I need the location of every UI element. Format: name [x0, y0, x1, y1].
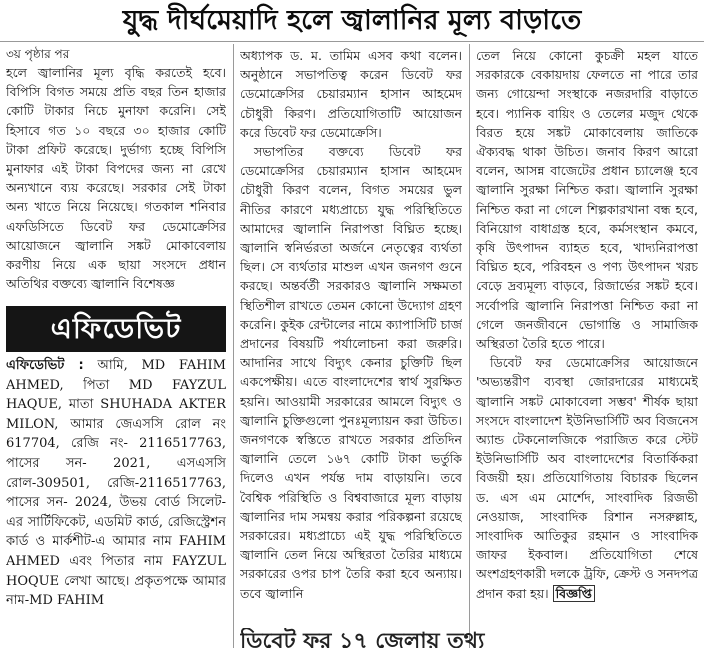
article-paragraph-3b — [476, 353, 698, 603]
affidavit-notice — [6, 356, 226, 648]
article-paragraph-2a: অধ্যাপক ড. ম. তামিম এসব কথা বলেন। অনুষ্ঠানে সভাপতিত্ব করেন ডিবেট ফর ডেমোক্রেসির চেয়ারম্যান হাসান আহমেদ চৌধুরী কিরণ। প্রতিযোগিতাটি আয়োজন করে ডিবেট ফর ডেমোক্রেসি। — [240, 48, 462, 140]
article-paragraph-2b: সভাপতির বক্তব্যে ডিবেট ফর ডেমোক্রেসির চেয়ারম্যান হাসান আহমেদ চৌধুরী কিরণ বলেন, বিগত সময়ের ভুল নীতির কারণে মধ্যপ্রাচ্যে যুদ্ধ পরিস্থিতিতে আমাদের জ্বালানি নিরাপত্তা বিঘ্নিত হচ্ছে। জ্বালানি স্বনির্ভরতা অর্জনে নেতৃত্বের ব্যর্থতা ছিল। সে ব্যর্থতার মাশুল এখন জনগণ গুনে করছে। অন্তর্বর্তী সরকারও জ্বালানি সক্ষমতা স্থিতিশীল রাখতে তেমন কোনো উদ্যোগ গ্রহণ করেনি। কুইক রেন্টালের নামে ক্যাপাসিটি চার্জ প্রদানের বিষয়টি পর্যালোচনা করা জরুরি। আদানির সাথে বিদ্যুৎ কেনার চুক্তিটি ছিল একপেক্ষীয়। এতে বাংলাদেশের স্বার্থ সুরক্ষিত হয়নি। আওয়ামী সরকারের আমলে বিদ্যুৎ ও জ্বালানি চুক্তিগুলো পুনঃমূল্যায়ন করা উচিত। জনগণকে স্বস্তিতে রাখতে সরকার প্রতিদিন জ্বালানি তেলে ১৬৭ কোটি টাকা ভর্তুকি দিলেও এখন পর্যন্ত দাম বাড়ায়নি। তবে বৈশ্বিক পরিস্থিতি ও বিশ্ববাজারে মূল্য বাড়ায় জ্বালানির দাম সমন্বয় করার পরিকল্পনা রয়েছে সরকারের। মধ্যপ্রাচ্যে এই যুদ্ধ পরিস্থিতিতে জ্বালানি তেল নিয়ে অস্থিরতা তৈরির মাধ্যমে সরকারের ওপর চাপ তৈরি করা হবে অন্যায়। তবে জ্বালানি — [240, 144, 462, 601]
article-column-3 — [476, 46, 698, 648]
article-column-1 — [6, 46, 226, 346]
article-paragraph-3a: তেল নিয়ে কোনো কুচক্রী মহল যাতে সরকারকে বেকায়দায় ফেলতে না পারে তার জন্য গোয়েন্দা সংস্থাকে নজরদারি বাড়াতে হবে। প্যানিক বায়িং ও তেলের মজুদ থেকে বিরত হয়ে সঙ্কট মোকাবেলায় জাতিকে ঐক্যবদ্ধ থাকা উচিত। জনাব কিরণ আরো বলেন, আসন্ন বাজেটের প্রধান চ্যালেঞ্জ হবে জ্বালানি সুরক্ষা নিশ্চিত করা। জ্বালানি সুরক্ষা নিশ্চিত করা না গেলে শিল্পকারখানা বন্ধ হবে, বিনিয়োগ বাধাগ্রস্ত হবে, কর্মসংস্থান কমবে, কৃষি উৎপাদন ব্যাহত হবে, খাদ্যনিরাপত্তা বিঘ্নিত হবে, পরিবহন ও পণ্য উৎপাদন খরচ বেড়ে দ্রব্যমূল্য বাড়বে, রিজার্ভের সঙ্কট হবে। সর্বোপরি জ্বালানি নিরাপত্তা নিশ্চিত করা না গেলে জনজীবনে ভোগান্তি ও সামাজিক অস্থিরতা তৈরি হতে পারে। — [476, 48, 698, 352]
article-text-1: হলে জ্বালানির মূল্য বৃদ্ধি করতেই হবে। বিপিসি বিগত সময়ে প্রতি বছর তিন হাজার কোটি টাকার নিচে মুনাফা করেনি। সেই হিসাবে গত ১০ বছরে ৩০ হাজার কোটি টাকা প্রফিট করেছে। দুর্ভাগ্য হচ্ছে বিপিসি মুনাফার এই টাকা বিপদের জন্য না রেখে অন্যখানে ব্যয় করেছে। সরকার সেই টাকা অন্য খাতে নিয়ে নিয়েছে। গতকাল শনিবার এফডিসিতে ডিবেট ফর ডেমোক্রেসির আয়োজনে জ্বালানি সঙ্কট মোকাবেলায় করণীয় নিয়ে এক ছায়া সংসদে প্রধান অতিথির বক্তব্যে জ্বালানি বিশেষজ্ঞ — [6, 65, 226, 292]
continuation-note: ৩য় পৃষ্ঠার পর — [6, 47, 70, 61]
next-headline-teaser: ডিবেট ফর ১৭ জেলায় তথ্য — [240, 629, 485, 648]
signoff-badge: বিজ্ঞপ্তি — [553, 585, 595, 602]
article-column-2 — [240, 46, 462, 648]
affidavit-banner: এফিডেভিট — [6, 306, 226, 352]
column-rule-2 — [469, 44, 470, 648]
article-paragraph-3b-text: ডিবেট ফর ডেমোক্রেসির আয়োজনে 'অভ্যন্তরীণ ব্যবস্থা জোরদারের মাধ্যমেই জ্বালানি সঙ্কট মোকাবেলা সম্ভব' শীর্ষক ছায়া সংসদে বাংলাদেশ ইউনিভার্সিটি অব বিজনেস অ্যান্ড টেকনোলজিকে পরাজিত করে স্টেট ইউনিভার্সিটি অব বাংলাদেশের বিতার্কিকরা বিজয়ী হয়। প্রতিযোগিতায় বিচারক ছিলেন ড. এস এম মোর্শেদ, সাংবাদিক রিজভী নেওয়াজ, সাংবাদিক রিশান নসরুল্লাহ, সাংবাদিক আতিকুর রহমান ও সাংবাদিক জাফর ইকবাল। প্রতিযোগিতা শেষে অংশগ্রহণকারী দলকে ট্রফি, ক্রেস্ট ও সনদপত্র প্রদান করা হয়। — [476, 355, 698, 601]
headline: যুদ্ধ দীর্ঘমেয়াদি হলে জ্বালানির মূল্য বাড়াতে — [0, 0, 704, 42]
affidavit-label: এফিডেভিট : — [6, 358, 84, 373]
column-rule-1 — [233, 44, 234, 648]
affidavit-text: আমি, MD FAHIM AHMED, পিতা MD FAYZUL HAQUE, মাতা SHUHADA AKTER MILON, আমার জেএসসি রোল নং 617704, রেজি নং- 2116517763, পাসের সন- 2021, এসএসসি রোল-309501, রেজি-2116517763, পাসের সন- 2024, উভয় বোর্ড সিলেট-এর সার্টিফিকেট, এডমিট কার্ড, রেজিস্ট্রেশন কার্ড ও মার্কশীট-এ আমার নাম FAHIM AHMED এবং পিতার নাম FAYZUL HOQUE লেখা আছে। প্রকৃতপক্ষে আমার নাম-MD FAHIM — [6, 358, 226, 609]
